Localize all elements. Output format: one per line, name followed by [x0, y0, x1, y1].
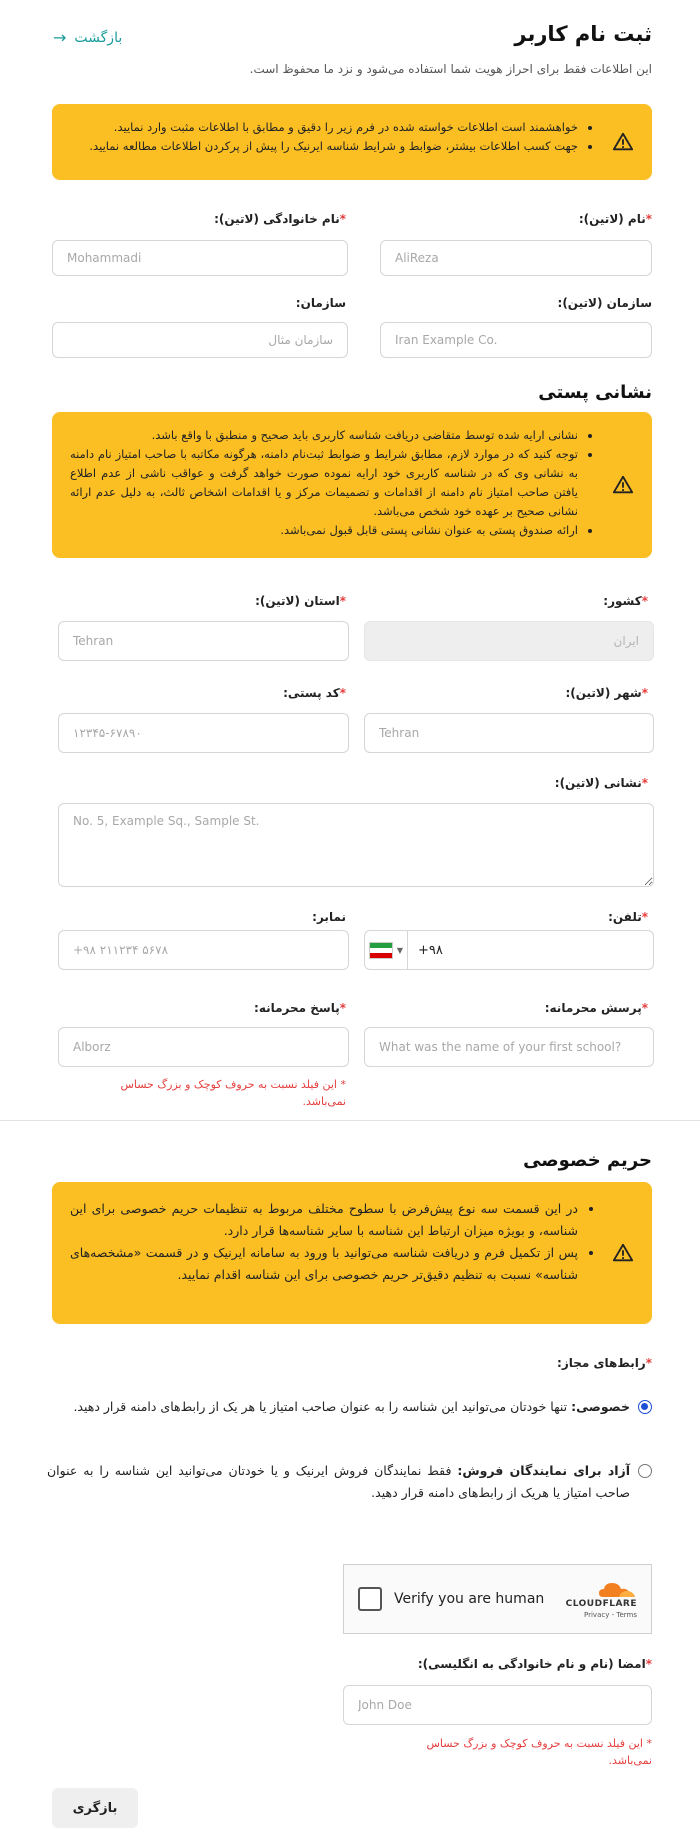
signature-label: *امضا (نام و نام خانوادگی به انگلیسی): — [417, 1657, 652, 1671]
address-textarea[interactable] — [58, 803, 654, 887]
captcha-links — [584, 1611, 637, 1619]
country-select — [364, 621, 654, 661]
security-answer-hint: * این فیلد نسبت به حروف کوچک و بزرگ حساس نمی‌باشد. — [120, 1078, 346, 1108]
signature-hint: * این فیلد نسبت به حروف کوچک و بزرگ حساس نمی‌باشد. — [426, 1737, 652, 1767]
warning-icon — [612, 474, 634, 496]
cloud-icon — [597, 1579, 637, 1599]
arrow-right-icon: → — [53, 28, 67, 47]
first-name-input[interactable] — [380, 240, 652, 276]
info-notice — [52, 104, 652, 180]
postal-section-title: نشانی پستی — [538, 382, 652, 403]
security-question-input[interactable] — [364, 1027, 654, 1067]
warning-icon — [612, 131, 634, 153]
privacy-option-resellers[interactable] — [47, 1460, 652, 1504]
notice-item: • نشانی ارایه شده توسط متقاضی دریافت شناسه کاربری باید صحیح و منطبق با واقع باشد. — [70, 426, 578, 445]
notice-item: • خواهشمند است اطلاعات خواسته شده در فرم زیر را دقیق و مطابق با اطلاعات مثبت وارد نمایید. — [70, 118, 578, 137]
country-code-dropdown[interactable] — [365, 931, 408, 969]
first-name-label: *نام (لاتین): — [578, 212, 652, 226]
signature-input[interactable] — [343, 1685, 652, 1725]
option-title: خصوصی: — [571, 1399, 630, 1414]
cloudflare-brand — [566, 1579, 637, 1619]
back-label: بازگشت — [74, 29, 123, 46]
last-name-input[interactable] — [52, 240, 348, 276]
section-divider — [0, 1120, 700, 1121]
address-label: *نشانی (لاتین): — [554, 776, 648, 790]
captcha-label: Verify you are human — [394, 1591, 545, 1607]
back-button[interactable]: بازگری — [52, 1788, 138, 1828]
radio-button[interactable] — [638, 1400, 652, 1414]
privacy-notice — [52, 1182, 652, 1324]
org-input[interactable] — [52, 322, 348, 358]
phone-input[interactable] — [408, 943, 653, 958]
privacy-section-title: حریم خصوصی — [523, 1150, 652, 1171]
allowed-contacts-label: *رابط‌های مجاز: — [557, 1356, 652, 1370]
postal-code-label: *کد پستی: — [283, 686, 346, 700]
option-text: تنها خودتان می‌توانید این شناسه را به عنوان صاحب امتیاز یا هر یک از رابط‌های دامنه قرار دهید. — [73, 1399, 568, 1414]
notice-item: • ارائه صندوق پستی به عنوان نشانی پستی قابل قبول نمی‌باشد. — [70, 521, 578, 540]
city-input[interactable] — [364, 713, 654, 753]
page-title: ثبت نام کاربر — [514, 22, 652, 46]
security-question-label: *پرسش محرمانه: — [544, 1001, 648, 1015]
org-label: سازمان: — [295, 296, 346, 310]
notice-item: • پس از تکمیل فرم و دریافت شناسه می‌توانید با ورود به سامانه ایرنیک و در قسمت «مشخصه‌های شناسه» نسبت به تنظیم دقیق‌تر حریم خصوصی برای این شناسه اقدام نمایید. — [70, 1242, 578, 1286]
page-subtitle: این اطلاعات فقط برای احراز هویت شما استفاده می‌شود و نزد ما محفوظ است. — [249, 62, 652, 76]
postal-code-input[interactable] — [58, 713, 349, 753]
fax-input[interactable] — [58, 930, 349, 970]
privacy-option-private[interactable] — [47, 1396, 652, 1418]
phone-label: *تلفن: — [608, 910, 648, 924]
postal-notice — [52, 412, 652, 558]
cloudflare-name: CLOUDFLARE — [565, 1599, 637, 1609]
captcha-widget — [343, 1564, 652, 1634]
province-input[interactable] — [58, 621, 349, 661]
privacy-link[interactable]: Privacy — [584, 1611, 610, 1619]
org-latin-label: سازمان (لاتین): — [557, 296, 652, 310]
last-name-label: *نام خانوادگی (لاتین): — [214, 212, 346, 226]
province-label: *استان (لاتین): — [255, 594, 346, 608]
radio-button[interactable] — [638, 1464, 652, 1478]
fax-label: نمابر: — [312, 910, 346, 924]
back-link[interactable] — [53, 28, 122, 47]
phone-field[interactable] — [364, 930, 654, 970]
org-latin-input[interactable] — [380, 322, 652, 358]
captcha-checkbox[interactable] — [358, 1587, 382, 1611]
option-text: فقط نمایندگان فروش ایرنیک و یا خودتان می‌توانید این شناسه را به عنوان صاحب امتیاز یا هریک از رابط‌های دامنه قرار دهید. — [47, 1463, 630, 1500]
iran-flag-icon — [369, 942, 393, 959]
caret-down-icon: ▼ — [396, 945, 404, 955]
country-label: *کشور: — [603, 594, 648, 608]
security-answer-label: *پاسخ محرمانه: — [254, 1001, 346, 1015]
link-separator: - — [611, 1611, 615, 1619]
notice-item: • جهت کسب اطلاعات بیشتر، ضوابط و شرایط شناسه ایرنیک را پیش از پرکردن اطلاعات مطالعه نمایید. — [70, 137, 578, 156]
terms-link[interactable]: Terms — [616, 1611, 637, 1619]
option-title: آزاد برای نمایندگان فروش: — [457, 1463, 630, 1478]
notice-item: • در این قسمت سه نوع پیش‌فرض با سطوح مختلف مربوط به تنظیمات حریم خصوصی برای این شناسه، و بویژه میزان ارتباط این شناسه با سایر شناسه‌ها قرار دارد. — [70, 1198, 578, 1242]
notice-item: • توجه کنید که در موارد لازم، مطابق شرایط و ضوابط ثبت‌نام دامنه، هرگونه مکاتبه با صاحب امتیاز نام دامنه به نشانی وی که در شناسه کاربری خود ارایه نموده صورت خواهد گرفت و عواقب ناشی از عدم اطلاع یافتن صاحب امتیاز نام دامنه از اقدامات و تصمیمات مرکز و یا اقدامات اشخاص ثالث، به دلیل عدم ارائه نشانی صحیح بر عهده خود شخص می‌باشد. — [70, 445, 578, 521]
city-label: *شهر (لاتین): — [565, 686, 648, 700]
warning-icon — [612, 1242, 634, 1264]
security-answer-input[interactable] — [58, 1027, 349, 1067]
